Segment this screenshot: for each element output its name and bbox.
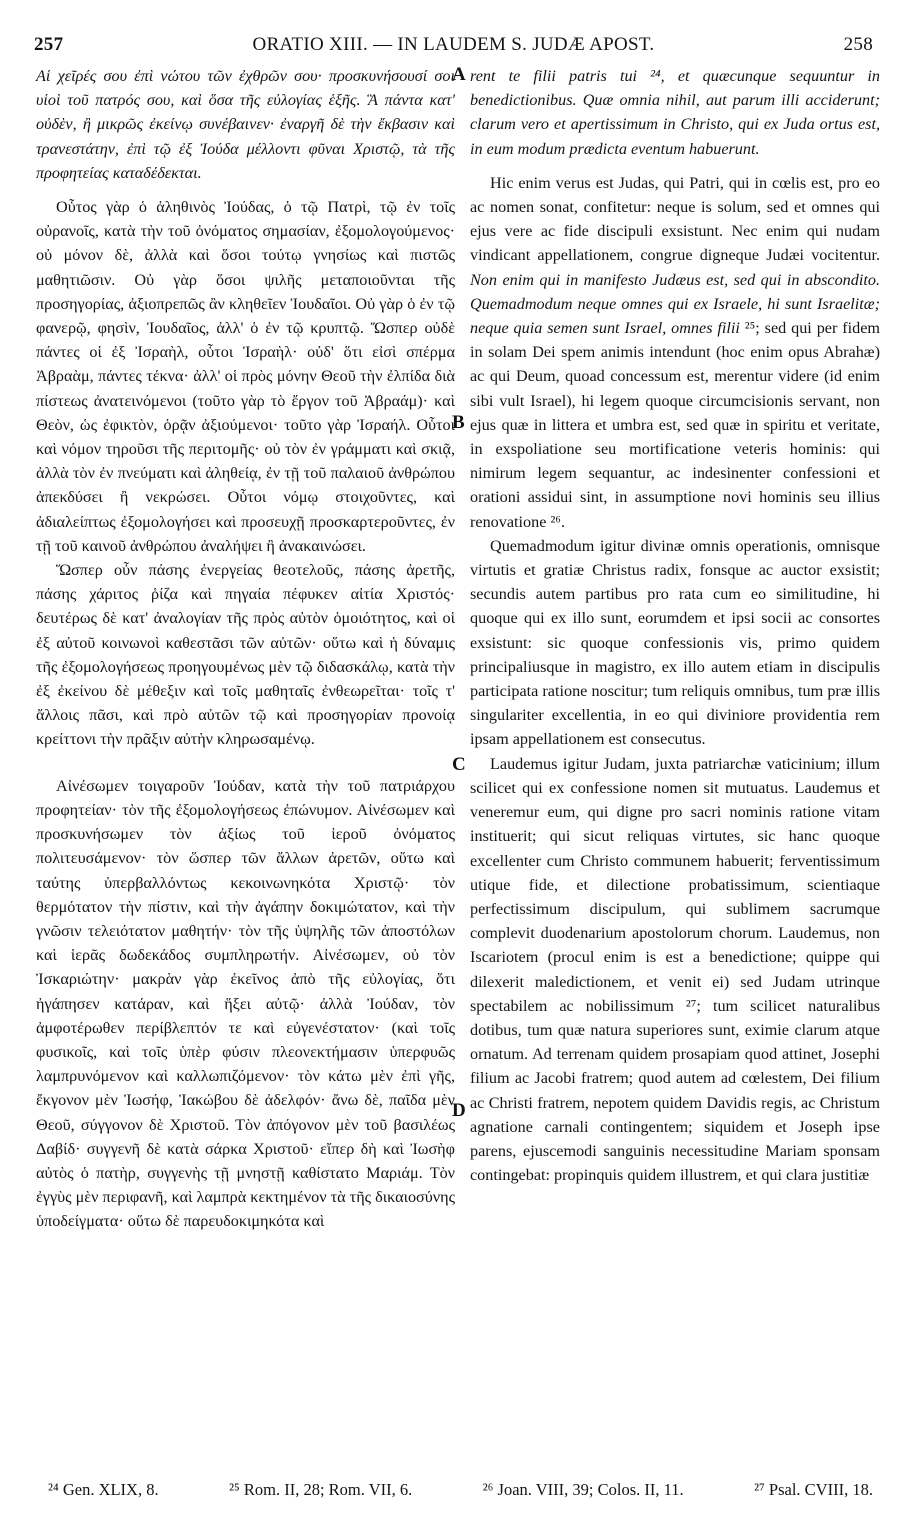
latin-paragraph-3: Quemadmodum igitur divinæ omnis operationis, omnisque virtutis et gratiæ Christus radix, fonsque ac auctor exsistit; secundis autem partibus pro rata cum eo similitudine, hi quoque qui ex illo sunt, eorumdem et ipsi socii ac consortes exsistunt: sic quoque confessionis vis, primo quidem principaliusque in magistro, ex illo autem etiam in discipulis participata ratione noscitur; tum reliquis omnibus, tum præ illis singulariter excellentia, in eo qui diviniore providentia rem ipsam appellationem est consecutus.	[470, 536, 880, 749]
latin-paragraph-1: rent te filii patris tui ²⁴, et quæcunque sequuntur in benedictionibus. Quæ omnia nihil, aut parum illi acciderunt; clarum vero et apertissimum in Christo, qui ex Juda ortus est, in eum modum prædicta eventum habuerunt.	[470, 67, 880, 158]
running-title: ORATIO XIII. — IN LAUDEM S. JUDÆ APOST.	[252, 34, 655, 55]
footnote-27: ²⁷ Psal. CVIII, 18.	[754, 1480, 873, 1499]
footnote-25: ²⁵ Rom. II, 28; Rom. VII, 6.	[229, 1480, 413, 1499]
running-header	[34, 34, 873, 64]
greek-paragraph-1: Αἱ χεῖρές σου ἐπὶ νώτου τῶν ἐχθρῶν σου· προσκυνήσουσί σοι υἱοὶ τοῦ πατρός σου, καὶ ὅσα τῆς εὐλογίας ἑξῆς. Ἃ πάντα κατ' οὐδὲν, ἢ μικρῶς ἐκείνῳ συνέβαινεν· ἐναργῆ δὲ τὴν ἔκβασιν καὶ τρανεστάτην, ἐπὶ τῷ ἐξ Ἰούδα μέλλοντι φῦναι Χριστῷ, τὰ τῆς προφητείας καταδέδεκται.	[36, 67, 455, 182]
page-number-right: 258	[843, 34, 873, 55]
greek-paragraph-2: Οὗτος γὰρ ὁ ἀληθινὸς Ἰούδας, ὁ τῷ Πατρὶ, τῷ ἐν τοῖς οὐρανοῖς, κατὰ τὴν τοῦ ὀνόματος σημασίαν, ἐξομολογούμενος· οὐ μόνον δὲ, ἀλλὰ καὶ ὅσοι τούτῳ γνησίως καὶ πιστῶς μαθητιῶσιν. Οὐ γὰρ ὅσοι ψιλῆς μεταποιοῦνται τῆς προσηγορίας, ἀξιοπρεπῶς ἂν κληθεῖεν Ἰουδαῖοι. Οὐ γὰρ ὁ ἐν τῷ φανερῷ, φησὶν, Ἰουδαῖος, ἀλλ' ὁ ἐν τῷ κρυπτῷ. Ὥσπερ οὐδὲ πάντες οἱ ἐξ Ἰσραὴλ, οὗτοι Ἰσραὴλ· οὐδ' ὅτι εἰσὶ σπέρμα Ἀβραὰμ, πάντες τέκνα· ἀλλ' οἱ πρὸς μόνην Θεοῦ τὴν ἐλπίδα διὰ πίστεως ἀνατεινόμενοι (τοῦτο γὰρ τὸ ἔργον τοῦ Ἀβραάμ)· καὶ Θεὸν, ὡς ἐφικτὸν, ὁρᾷν ἀξιούμενοι· τοῦτο γὰρ Ἰσραήλ. Οὗτοι καὶ νόμον τηροῦσι τῆς περιτομῆς· οὐ τὸν ἐν γράμματι καὶ σκιᾷ, ἀλλὰ τὸν ἐν πνεύματι καὶ ἀληθείᾳ, ἐν τῇ τοῦ παλαιοῦ ἀνθρώπου ἀπεκδύσει ἢ νεκρώσει. Οὗτοι νόμῳ στοιχοῦντες, καὶ ἀδιαλείπτως ἐξομολογήσει καὶ προσευχῇ προσκαρτεροῦντες, ἐν τῇ τοῦ καινοῦ ἀνθρώπου ἀναλήψει ἢ ἀνακαινώσει.	[36, 198, 455, 555]
section-marker-a: A	[452, 64, 466, 85]
page-number-left: 257	[34, 34, 64, 55]
footnote-24: ²⁴ Gen. XLIX, 8.	[48, 1480, 159, 1499]
footnote-26: ²⁶ Joan. VIII, 39; Colos. II, 11.	[482, 1480, 684, 1499]
greek-column	[36, 64, 455, 1234]
greek-paragraph-3: Ὥσπερ οὖν πάσης ἐνεργείας θεοτελοῦς, πάσης ἀρετῆς, πάσης χάριτος ῥίζα καὶ πηγαία πέφυκεν αἰτία Χριστός· δευτέρως δὲ κατ' ἀναλογίαν τῆς πρὸς αὐτὸν ὁμοιότητος, καὶ οἱ ἐξ αὐτοῦ κοινωνοὶ καθεστᾶσι τῶν αὐτῶν· οὕτω καὶ ἡ δύναμις τῆς ἐξομολογήσεως προηγουμένως μὲν τῷ διδασκάλῳ, κατὰ τὴν ἐξ ἐκείνου δὲ μέθεξιν καὶ τοῖς μαθηταῖς ἐνθεωρεῖται· τοῖς τ' ἄλλοις πᾶσι, καὶ πρὸ αὐτῶν τῷ καὶ προσηγορίαν προνοίᾳ κρείττονι τὴν πρᾶξιν αὐτὴν κληρωσαμένῳ.	[36, 561, 455, 749]
section-marker-c: C	[452, 754, 466, 775]
latin-column	[470, 64, 880, 1187]
greek-paragraph-4: Αἰνέσωμεν τοιγαροῦν Ἰούδαν, κατὰ τὴν τοῦ πατριάρχου προφητείαν· τὸν τῆς ἐξομολογήσεως ἐπώνυμον. Αἰνέσωμεν καὶ προσκυνήσωμεν τὸν ἀξίως τοῦ ἱεροῦ ὀνόματος πολιτευσάμενον· τὸν ὥσπερ τῶν ἄλλων ἀρετῶν, οὕτω καὶ ταύτης ὑπερβαλλόντως κεκοινωνηκότα Χριστῷ· τὸν θερμότατον τὴν πίστιν, καὶ τὴν ἀγάπην δοκιμώτατον, καὶ τὴν γνῶσιν τελειότατον μαθητήν· τὸν τῆς ὑψηλῆς τῶν ἀποστόλων καὶ ἱερᾶς δωδεκάδος συμπληρωτήν. Αἰνέσωμεν, οὐ τὸν Ἰσκαριώτην· μακρὰν γὰρ ἐκεῖνος ἀπὸ τῆς εὐλογίας, ὅτι ἠγάπησεν κατάραν, καὶ ἥξει αὐτῷ· ἀλλὰ Ἰούδαν, τὸν ἀμφοτέρωθεν περίβλεπτόν τε καὶ εὐγενέστατον· (καὶ τοῖς φυσικοῖς, καὶ τοῖς ὑπὲρ φύσιν πλεονεκτήμασιν ὑπερφυῶς λαμπρυνόμενον καὶ καλλωπιζόμενον· τὸν κάτω μὲν ἐπὶ γῆς, ἔκγονον μὲν Ἰωσήφ, Ἰακώβου δὲ ἀδελφόν· ἄνω δὲ, παῖδα μὲν Θεοῦ, σύγγονον δὲ Χριστοῦ. Τὸν ἀπόγονον μὲν τοῦ βασιλέως Δαβίδ· συγγενῆ δὲ κατὰ σάρκα Χριστοῦ· εἴπερ δὴ καὶ Ἰωσὴφ αὐτὸς ὁ πατὴρ, συγγενὴς τῇ μνηστῇ καθίστατο Μαριάμ. Τὸν ἐγγὺς μὲν περιφανῆ, καὶ λαμπρὰ κεκτημένον τὰ τῆς δικαιοσύνης ὑποδείγματα· οὕτω δὲ παρευδοκιμηκότα καὶ	[36, 776, 455, 1231]
latin-paragraph-2: Hic enim verus est Judas, qui Patri, qui in cœlis est, pro eo ac nomen sonat, confitetur: neque is solum, sed et omnes qui ejus vere ac fide discipuli exsistunt. Nec enim qui nudam vindicant appellationem, congrue digneque Judæi vocitentur. Non enim qui in manifesto Judæus est, sed qui in abscondito. Quemadmodum neque omnes qui ex Israele, hi sunt Israelitæ; neque quia semen sunt Israel, omnes filii ²⁵; sed qui per fidem in solam Dei spem animis intendunt (hoc enim opus Abrahæ) ac qui Deum, quoad concessum est, merentur videre (id enim sibi vult Israel), hi legem quoque circumcisionis servant, non ejus quæ in littera et umbra est, sed quæ in spiritu et veritate, in exspoliatione seu mortificatione veteris hominis: qui nimirum legem sequantur, ac indesinenter confessioni et orationi assidui sint, in assumptione novi hominis seu illius renovatione ²⁶.	[470, 173, 881, 531]
section-marker-b: B	[452, 412, 465, 433]
section-marker-d: D	[452, 1100, 466, 1121]
footnotes	[48, 1480, 873, 1508]
latin-paragraph-4: Laudemus igitur Judam, juxta patriarchæ vaticinium; illum scilicet qui ex confessione nomen sit mutuatus. Laudemus et veneremur eum, qui digne pro sacri nominis ratione vitam instituerit; qui sicut reliquas virtutes, sic hanc quoque excellenter cum Christo communem habuerit; ferventissimum utique fide, et dilectione probatissimum, scientiaque perfectissimum discipulum, qui sublimem sacrumque complevit duodenarium apostolorum chorum. Laudemus, non Iscariotem (procul enim is est a benedictione; quippe qui dilexerit maledictionem, et venit ei) sed Judam utrinque spectabilem ac nobilissimum ²⁷; tum scilicet naturalibus dotibus, tum quæ natura superiores sunt, eximie clarum atque ornatum. Ad terrenam quidem prosapiam quod attinet, Josephi filium ac Jacobi fratrem; quod autem ad cœlestem, Dei filium ac Christi fratrem, nepotem quidem Davidis regis, ac Christum agnatione carnali contingentem; siquidem et Joseph ipse parens, ejuscemodi sanguinis necessitudine Mariam sponsam contingebat: propinquis quidem illustrem, et qui clara justitiæ	[470, 754, 880, 1185]
